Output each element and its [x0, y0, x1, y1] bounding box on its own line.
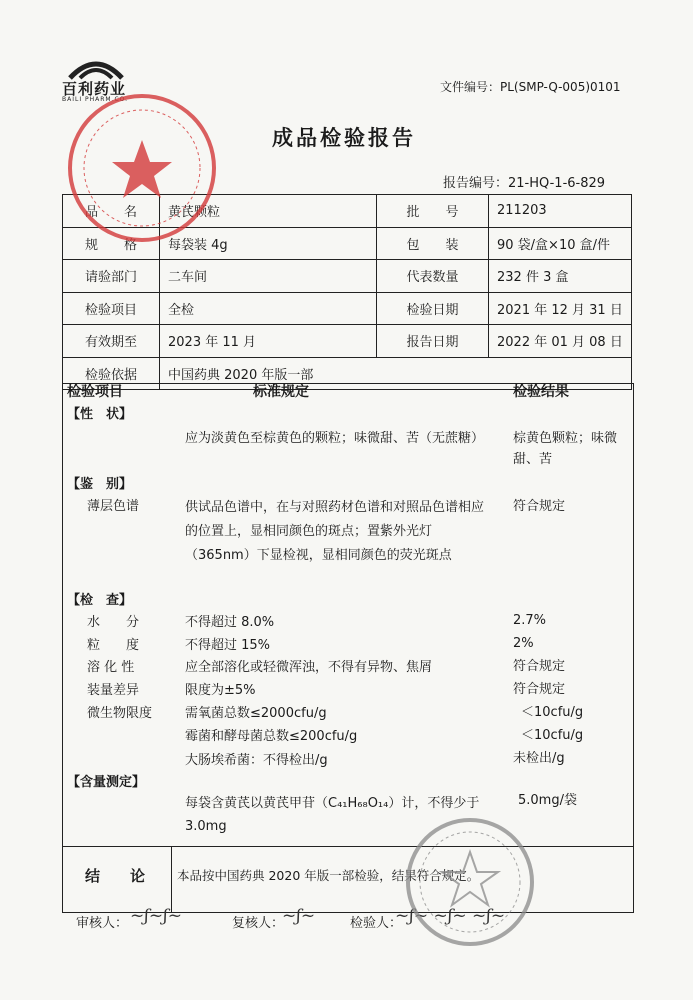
check-result: 未检出/g [513, 751, 565, 766]
value-cell: 2022 年 01 月 08 日 [489, 325, 632, 358]
check-item: 微生物限度 [87, 706, 153, 721]
label-cell: 品 名 [63, 195, 160, 228]
check-standard: 不得超过 15% [185, 638, 271, 653]
conclusion-label: 结 论 [85, 867, 146, 885]
check-result: 符合规定 [513, 682, 566, 697]
check-result: 2% [513, 636, 534, 651]
check-item: 装量差异 [87, 683, 140, 698]
auditor-label: 审核人： [76, 916, 129, 931]
check-item: 粒 度 [87, 638, 140, 653]
section-appearance: 【性 状】 [67, 407, 133, 422]
appearance-result: 棕黄色颗粒；味微甜、苦 [513, 431, 618, 467]
table-row [63, 292, 632, 325]
section-checks: 【检 查】 [67, 593, 133, 608]
logo-mark-icon [66, 56, 126, 80]
check-standard: 应全部溶化或轻微浑浊，不得有异物、焦屑 [185, 660, 433, 675]
label-cell: 报告日期 [377, 325, 489, 358]
label-cell: 规 格 [63, 227, 160, 260]
table-row [63, 325, 632, 358]
value-cell: 全检 [160, 292, 377, 325]
label-cell: 包 装 [377, 227, 489, 260]
value-cell: 211203 [489, 195, 632, 228]
value-cell: 2021 年 12 月 31 日 [489, 292, 632, 325]
check-standard: 不得超过 8.0% [185, 615, 275, 630]
value-cell: 每袋装 4g [160, 227, 377, 260]
identification-result: 符合规定 [513, 499, 566, 514]
check-standard: 需氧菌总数≤2000cfu/g [185, 706, 327, 721]
section-identification: 【鉴 别】 [67, 477, 133, 492]
logo-text: 百利药业 [62, 80, 127, 98]
check-item: 溶 化 性 [87, 660, 135, 675]
identification-standard: 供试品色谱中，在与对照药材色谱和对照品色谱相应的位置上，显相同颜色的斑点；置紫外光灯（365nm）下显检视，显相同颜色的荧光斑点 [185, 500, 485, 563]
check-standard: 霉菌和酵母菌总数≤200cfu/g [185, 729, 358, 744]
reviewer-signature: ~ʃ~ [282, 906, 316, 926]
value-cell: 黄芪颗粒 [160, 195, 377, 228]
column-header-result: 检验结果 [513, 384, 569, 400]
basis-value: 中国药典 2020 年版一部 [160, 357, 632, 390]
check-standard: 限度为±5% [185, 683, 256, 698]
label-cell: 检验日期 [377, 292, 489, 325]
results-section [62, 383, 634, 913]
auditor-signature: ~ʃ~ʃ~ [130, 906, 182, 926]
label-cell: 有效期至 [63, 325, 160, 358]
value-cell: 二车间 [160, 260, 377, 293]
section-assay: 【含量测定】 [67, 775, 146, 790]
column-header-standard: 标准规定 [253, 384, 309, 400]
check-standard: 大肠埃希菌：不得检出/g [185, 753, 328, 768]
check-result: 符合规定 [513, 659, 566, 674]
label-cell: 检验项目 [63, 292, 160, 325]
label-cell: 请验部门 [63, 260, 160, 293]
logo-subtext: BAILI PHARM.CO. [62, 96, 129, 103]
check-item: 水 分 [87, 615, 140, 630]
inspector-signature: ~ʃ~ ~ʃ~ ~ʃ~ [395, 906, 506, 926]
divider [63, 846, 633, 847]
identification-item: 薄层色谱 [87, 499, 140, 514]
check-result: 2.7% [513, 613, 547, 628]
value-cell: 90 袋/盒×10 盒/件 [489, 227, 632, 260]
basis-label: 检验依据 [63, 357, 160, 390]
quality-seal-icon [400, 812, 540, 952]
red-seal-icon [62, 88, 222, 248]
report-number: 报告编号：21-HQ-1-6-829 [443, 176, 606, 191]
table-row [63, 260, 632, 293]
assay-result: 5.0mg/袋 [518, 793, 577, 808]
column-header-item: 检验项目 [67, 384, 123, 400]
document-number: 文件编号：PL(SMP-Q-005)0101 [440, 80, 621, 94]
divider [171, 846, 172, 912]
assay-standard: 每袋含黄芪以黄芪甲苷（C₄₁H₆₈O₁₄）计，不得少于 3.0mg [185, 796, 480, 834]
value-cell: 232 件 3 盒 [489, 260, 632, 293]
appearance-standard: 应为淡黄色至棕黄色的颗粒；味微甜、苦（无蔗糖） [185, 431, 485, 446]
reviewer-label: 复核人： [232, 916, 285, 931]
conclusion-text: 本品按中国药典 2020 年版一部检验，结果符合规定。 [177, 868, 480, 883]
check-result: ＜10cfu/g [521, 728, 584, 743]
inspector-label: 检验人： [350, 916, 403, 931]
value-cell: 2023 年 11 月 [160, 325, 377, 358]
label-cell: 批 号 [377, 195, 489, 228]
label-cell: 代表数量 [377, 260, 489, 293]
page-title: 成品检验报告 [272, 126, 416, 150]
check-result: ＜10cfu/g [521, 705, 584, 720]
